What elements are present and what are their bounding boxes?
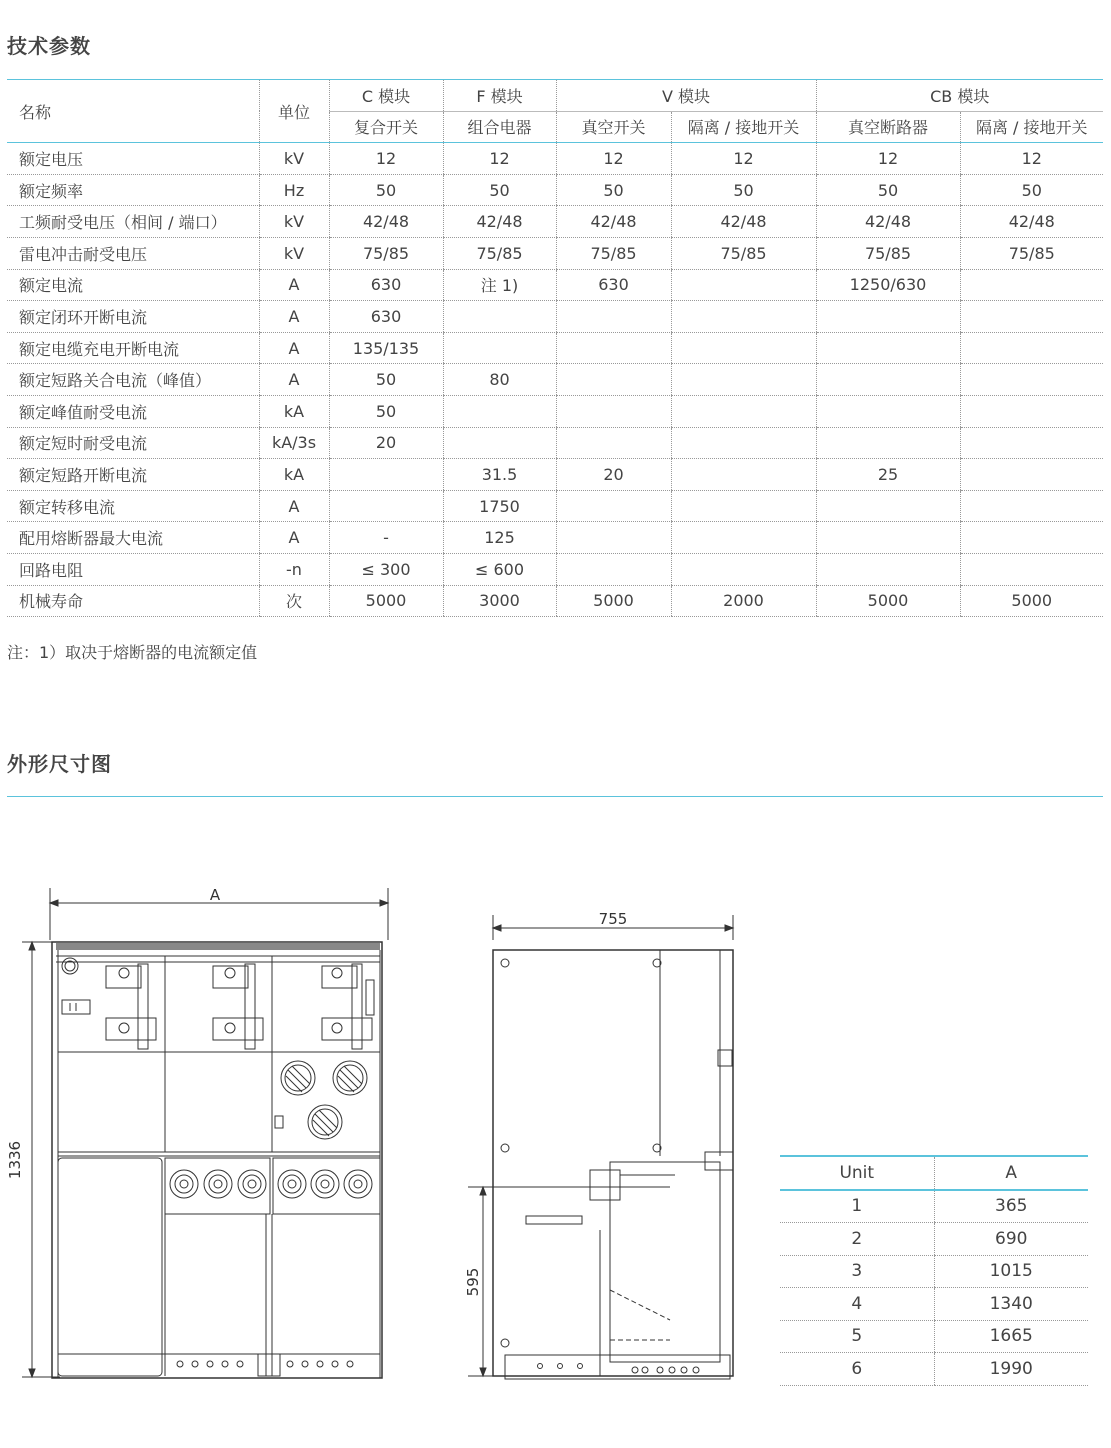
spec-cell xyxy=(556,332,671,364)
spec-row-unit: kV xyxy=(259,237,329,269)
spec-cell xyxy=(960,553,1103,585)
spec-cell: 135/135 xyxy=(329,332,443,364)
module-header-cb: CB 模块 xyxy=(816,80,1103,111)
spec-cell: 2000 xyxy=(671,585,816,617)
spec-cell xyxy=(443,395,556,427)
spec-cell: 50 xyxy=(329,174,443,206)
spec-cell xyxy=(816,522,960,554)
spec-cell: 42/48 xyxy=(671,206,816,238)
spec-row xyxy=(7,553,1103,585)
spec-row xyxy=(7,174,1103,206)
a-value-cell: 365 xyxy=(934,1190,1088,1223)
spec-row xyxy=(7,522,1103,554)
spec-cell xyxy=(671,332,816,364)
spec-cell: 50 xyxy=(329,395,443,427)
spec-row-unit: kV xyxy=(259,143,329,175)
spec-cell xyxy=(671,269,816,301)
spec-row-name: 额定电压 xyxy=(7,143,259,175)
spec-row xyxy=(7,301,1103,333)
spec-row-unit: A xyxy=(259,332,329,364)
spec-cell: 1750 xyxy=(443,490,556,522)
unit-number-cell: 4 xyxy=(780,1288,934,1321)
spec-row xyxy=(7,237,1103,269)
side-width-label: 755 xyxy=(598,910,628,928)
spec-cell xyxy=(671,522,816,554)
unit-table-body xyxy=(780,1190,1088,1386)
front-height-label: 1336 xyxy=(6,1140,24,1180)
spec-row-name: 机械寿命 xyxy=(7,585,259,617)
spec-cell xyxy=(556,553,671,585)
spec-cell: ≤ 600 xyxy=(443,553,556,585)
spec-row xyxy=(7,332,1103,364)
spec-cell: 12 xyxy=(960,143,1103,175)
spec-row xyxy=(7,490,1103,522)
spec-row xyxy=(7,364,1103,396)
spec-row-unit: kA xyxy=(259,395,329,427)
unit-number-cell: 3 xyxy=(780,1255,934,1288)
spec-cell xyxy=(556,427,671,459)
spec-cell: 75/85 xyxy=(556,237,671,269)
spec-row-unit: A xyxy=(259,301,329,333)
spec-cell xyxy=(443,332,556,364)
spec-cell: 630 xyxy=(329,269,443,301)
spec-cell xyxy=(671,553,816,585)
spec-cell: 75/85 xyxy=(443,237,556,269)
unit-header-cell: Unit xyxy=(780,1156,934,1190)
spec-row xyxy=(7,585,1103,617)
spec-cell: 3000 xyxy=(443,585,556,617)
spec-cell xyxy=(960,459,1103,491)
module-header-v: V 模块 xyxy=(556,80,816,111)
spec-cell xyxy=(960,522,1103,554)
spec-cell: 630 xyxy=(556,269,671,301)
unit-row xyxy=(780,1223,1088,1256)
spec-section-title: 技术参数 xyxy=(7,34,91,58)
spec-row-name: 工频耐受电压（相间 / 端口） xyxy=(7,206,259,238)
a-value-cell: 690 xyxy=(934,1223,1088,1256)
spec-cell: 75/85 xyxy=(960,237,1103,269)
unit-header: 单位 xyxy=(259,80,329,143)
spec-cell: 630 xyxy=(329,301,443,333)
spec-cell: 42/48 xyxy=(960,206,1103,238)
spec-row-unit: 次 xyxy=(259,585,329,617)
spec-row-name: 额定短时耐受电流 xyxy=(7,427,259,459)
spec-row xyxy=(7,206,1103,238)
spec-row-name: 额定频率 xyxy=(7,174,259,206)
spec-row-unit: -n xyxy=(259,553,329,585)
spec-cell: 50 xyxy=(960,174,1103,206)
dimensions-section-title: 外形尺寸图 xyxy=(7,752,112,776)
spec-row xyxy=(7,395,1103,427)
spec-cell: 50 xyxy=(671,174,816,206)
spec-cell xyxy=(443,301,556,333)
spec-header-row-1 xyxy=(7,80,1103,111)
spec-cell: 42/48 xyxy=(443,206,556,238)
spec-row-name: 额定转移电流 xyxy=(7,490,259,522)
spec-cell xyxy=(671,459,816,491)
spec-cell: 75/85 xyxy=(816,237,960,269)
spec-cell xyxy=(671,490,816,522)
spec-cell: 31.5 xyxy=(443,459,556,491)
spec-row xyxy=(7,269,1103,301)
spec-row-name: 额定电流 xyxy=(7,269,259,301)
spec-cell: 125 xyxy=(443,522,556,554)
spec-cell xyxy=(816,490,960,522)
spec-cell xyxy=(960,395,1103,427)
spec-row-unit: kV xyxy=(259,206,329,238)
spec-table-body xyxy=(7,143,1103,617)
spec-cell: 12 xyxy=(671,143,816,175)
spec-row-name: 额定电缆充电开断电流 xyxy=(7,332,259,364)
spec-cell: 75/85 xyxy=(329,237,443,269)
spec-cell: 75/85 xyxy=(671,237,816,269)
a-value-cell: 1015 xyxy=(934,1255,1088,1288)
unit-number-cell: 5 xyxy=(780,1320,934,1353)
unit-row xyxy=(780,1320,1088,1353)
footnote: 注：1）取决于熔断器的电流额定值 xyxy=(7,643,258,662)
spec-cell xyxy=(556,490,671,522)
unit-number-cell: 1 xyxy=(780,1190,934,1223)
spec-cell: 注 1) xyxy=(443,269,556,301)
spec-cell xyxy=(816,553,960,585)
spec-cell xyxy=(556,364,671,396)
spec-cell: 50 xyxy=(556,174,671,206)
spec-cell xyxy=(556,301,671,333)
a-value-cell: 1990 xyxy=(934,1353,1088,1386)
spec-cell: 1250/630 xyxy=(816,269,960,301)
spec-cell: 5000 xyxy=(816,585,960,617)
spec-row-name: 配用熔断器最大电流 xyxy=(7,522,259,554)
spec-row xyxy=(7,427,1103,459)
module-header-c: C 模块 xyxy=(329,80,443,111)
spec-cell xyxy=(329,459,443,491)
spec-row-name: 额定闭环开断电流 xyxy=(7,301,259,333)
spec-cell xyxy=(816,364,960,396)
front-width-label: A xyxy=(209,886,221,904)
spec-row-unit: A xyxy=(259,490,329,522)
side-height-label: 595 xyxy=(464,1267,482,1297)
spec-row-unit: A xyxy=(259,364,329,396)
spec-cell xyxy=(671,301,816,333)
spec-cell: 80 xyxy=(443,364,556,396)
spec-row-name: 雷电冲击耐受电压 xyxy=(7,237,259,269)
spec-cell: 50 xyxy=(816,174,960,206)
spec-cell xyxy=(671,364,816,396)
spec-cell: 50 xyxy=(329,364,443,396)
spec-cell xyxy=(671,427,816,459)
spec-cell: 42/48 xyxy=(816,206,960,238)
side-view-drawing xyxy=(460,900,750,1390)
spec-cell: 12 xyxy=(329,143,443,175)
spec-row-name: 回路电阻 xyxy=(7,553,259,585)
spec-cell: 12 xyxy=(556,143,671,175)
sub-header: 复合开关 xyxy=(329,111,443,143)
spec-row xyxy=(7,143,1103,175)
spec-cell xyxy=(960,269,1103,301)
spec-cell xyxy=(816,427,960,459)
spec-row-unit: A xyxy=(259,269,329,301)
unit-row xyxy=(780,1255,1088,1288)
spec-cell: 12 xyxy=(443,143,556,175)
spec-cell xyxy=(960,427,1103,459)
unit-number-cell: 2 xyxy=(780,1223,934,1256)
spec-cell xyxy=(556,395,671,427)
spec-row-name: 额定峰值耐受电流 xyxy=(7,395,259,427)
spec-cell xyxy=(816,332,960,364)
a-header-cell: A xyxy=(934,1156,1088,1190)
unit-row xyxy=(780,1353,1088,1386)
spec-cell: 25 xyxy=(816,459,960,491)
sub-header: 隔离 / 接地开关 xyxy=(671,111,816,143)
spec-cell: - xyxy=(329,522,443,554)
spec-row-name: 额定短路开断电流 xyxy=(7,459,259,491)
module-header-f: F 模块 xyxy=(443,80,556,111)
spec-row xyxy=(7,459,1103,491)
spec-row-unit: kA/3s xyxy=(259,427,329,459)
unit-dimension-table xyxy=(780,1155,1088,1386)
spec-cell xyxy=(816,301,960,333)
spec-row-name: 额定短路关合电流（峰值） xyxy=(7,364,259,396)
a-value-cell: 1665 xyxy=(934,1320,1088,1353)
sub-header: 真空开关 xyxy=(556,111,671,143)
spec-cell xyxy=(816,395,960,427)
unit-row xyxy=(780,1288,1088,1321)
spec-table xyxy=(7,80,1103,617)
a-value-cell: 1340 xyxy=(934,1288,1088,1321)
sub-header: 组合电器 xyxy=(443,111,556,143)
spec-row-unit: Hz xyxy=(259,174,329,206)
spec-cell xyxy=(960,490,1103,522)
spec-cell xyxy=(960,301,1103,333)
name-header: 名称 xyxy=(7,80,259,143)
spec-cell: 42/48 xyxy=(329,206,443,238)
sub-header: 隔离 / 接地开关 xyxy=(960,111,1103,143)
spec-cell xyxy=(671,395,816,427)
spec-row-unit: kA xyxy=(259,459,329,491)
spec-row-unit: A xyxy=(259,522,329,554)
spec-cell: 42/48 xyxy=(556,206,671,238)
spec-cell: 5000 xyxy=(329,585,443,617)
spec-cell: 5000 xyxy=(960,585,1103,617)
unit-table-header xyxy=(780,1156,1088,1190)
spec-cell: 20 xyxy=(556,459,671,491)
front-view-drawing xyxy=(0,880,400,1390)
spec-cell xyxy=(443,427,556,459)
spec-cell: 12 xyxy=(816,143,960,175)
spec-cell: 5000 xyxy=(556,585,671,617)
spec-cell xyxy=(960,364,1103,396)
spec-cell xyxy=(556,522,671,554)
spec-cell: 50 xyxy=(443,174,556,206)
sub-header: 真空断路器 xyxy=(816,111,960,143)
unit-number-cell: 6 xyxy=(780,1353,934,1386)
spec-cell xyxy=(329,490,443,522)
spec-cell xyxy=(960,332,1103,364)
spec-cell: 20 xyxy=(329,427,443,459)
spec-cell: ≤ 300 xyxy=(329,553,443,585)
unit-row xyxy=(780,1190,1088,1223)
dimensions-title-rule xyxy=(7,796,1103,797)
